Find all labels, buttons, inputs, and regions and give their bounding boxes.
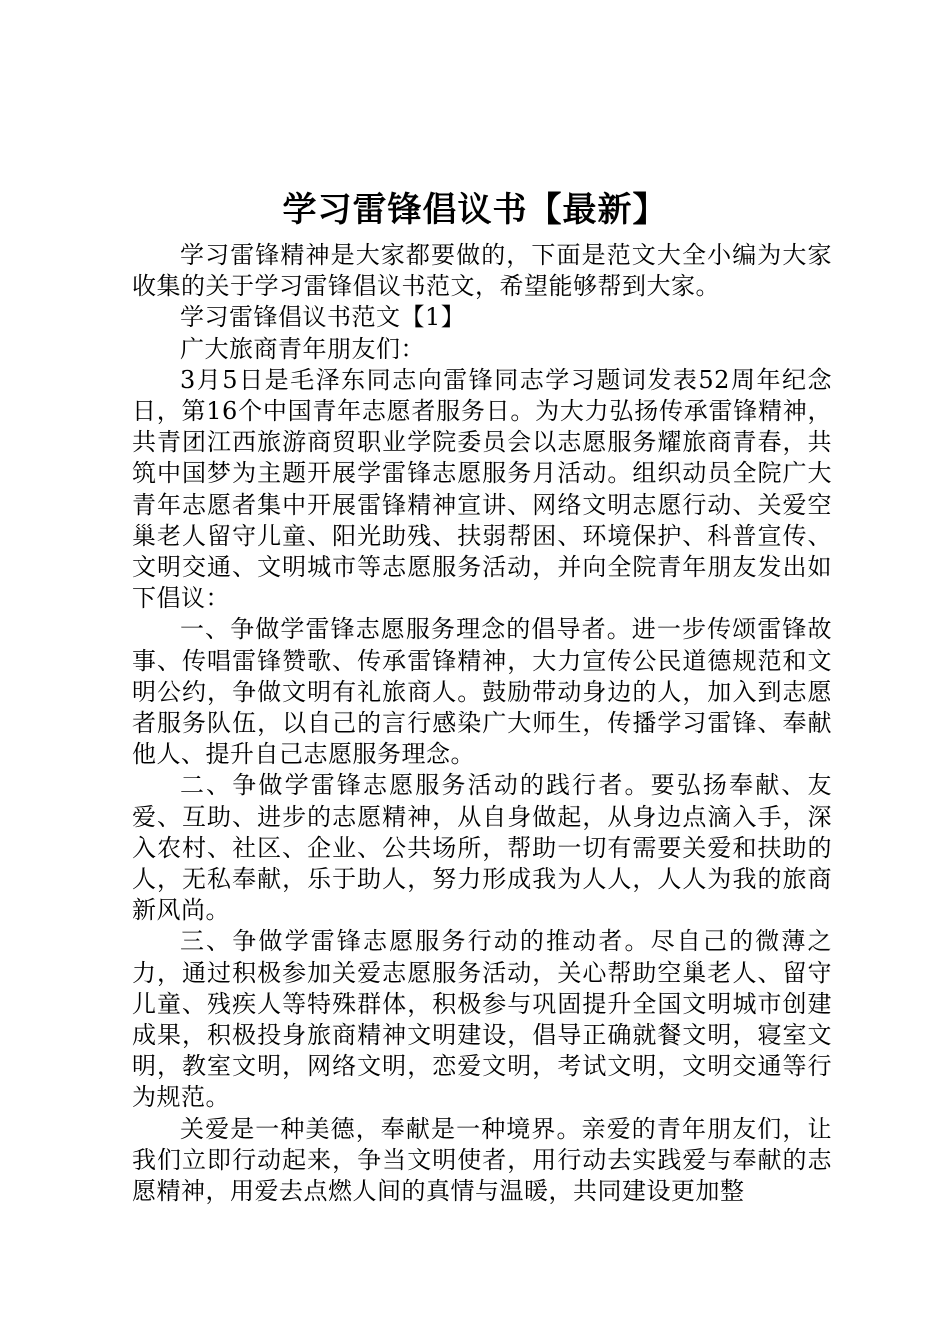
- document-body: [132, 240, 832, 1207]
- section-heading: 学习雷锋倡议书范文【1】: [180, 303, 466, 332]
- body-paragraph: 三、争做学雷锋志愿服务行动的推动者。尽自己的微薄之力，通过积极参加关爱志愿服务活动，关心帮助空巢老人、留守儿童、残疾人等特殊群体，积极参与巩固提升全国文明城市创建成果，积极投身旅商精神文明建设，倡导正确就餐文明，寝室文明，教室文明，网络文明，恋爱文明，考试文明，文明交通等行为规范。: [132, 927, 832, 1112]
- document-title: 学习雷锋倡议书【最新】: [282, 190, 668, 230]
- body-paragraph: 二、争做学雷锋志愿服务活动的践行者。要弘扬奉献、友爱、互助、进步的志愿精神，从自身做起，从身边点滴入手，深入农村、社区、企业、公共场所，帮助一切有需要关爱和扶助的人，无私奉献，乐于助人，努力形成我为人人，人人为我的旅商新风尚。: [132, 771, 832, 925]
- body-paragraph: 关爱是一种美德，奉献是一种境界。亲爱的青年朋友们，让我们立即行动起来，争当文明使者，用行动去实践爱与奉献的志愿精神，用爱去点燃人间的真情与温暖，共同建设更加整: [132, 1114, 832, 1206]
- salutation: 广大旅商青年朋友们：: [180, 334, 425, 363]
- body-paragraph: 一、争做学雷锋志愿服务理念的倡导者。进一步传颂雷锋故事、传唱雷锋赞歌、传承雷锋精神，大力宣传公民道德规范和文明公约，争做文明有礼旅商人。鼓励带动身边的人，加入到志愿者服务队伍，以自己的言行感染广大师生，传播学习雷锋、奉献他人、提升自己志愿服务理念。: [132, 615, 832, 769]
- body-paragraph: 3月5日是毛泽东同志向雷锋同志学习题词发表52周年纪念日，第16个中国青年志愿者服务日。为大力弘扬传承雷锋精神，共青团江西旅游商贸职业学院委员会以志愿服务耀旅商青春，共筑中国梦为主题开展学雷锋志愿服务月活动。组织动员全院广大青年志愿者集中开展雷锋精神宣讲、网络文明志愿行动、关爱空巢老人留守儿童、阳光助残、扶弱帮困、环境保护、科普宣传、文明交通、文明城市等志愿服务活动，并向全院青年朋友发出如下倡议：: [132, 365, 832, 613]
- intro-paragraph: 学习雷锋精神是大家都要做的，下面是范文大全小编为大家收集的关于学习雷锋倡议书范文，希望能够帮到大家。: [132, 241, 832, 301]
